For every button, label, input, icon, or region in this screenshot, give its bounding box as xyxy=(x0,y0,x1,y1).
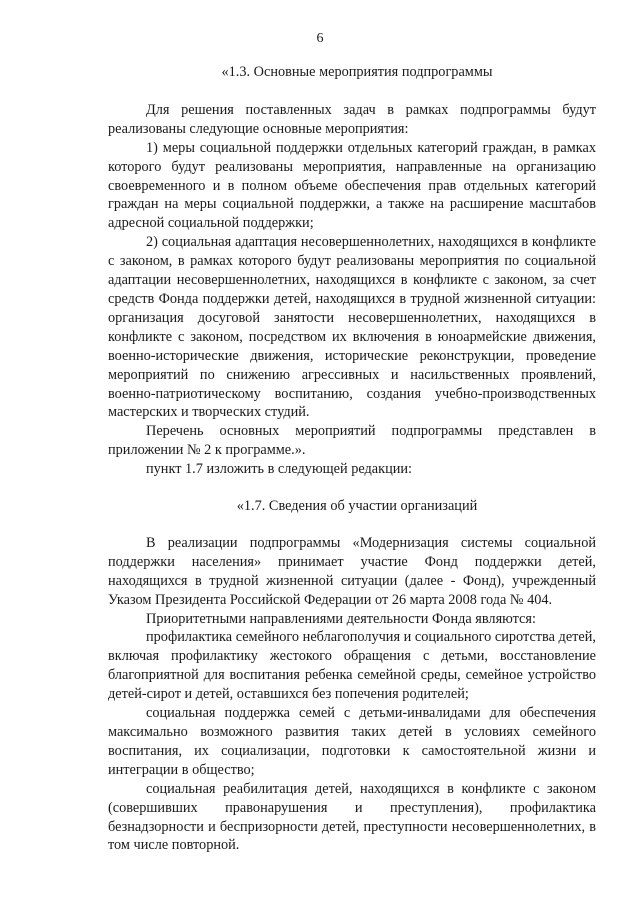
section-heading-1-7: «1.7. Сведения об участии организаций xyxy=(236,498,478,515)
paragraph-fund-participation: В реализации подпрограммы «Модернизация системы социальной поддержки населения» принимает участие Фонд поддержки детей, находящихся в трудной жизненной ситуации (далее - Фонд), учрежденный Указом Президента Российской Федерации от 26 марта 2008 года № 404. xyxy=(108,534,596,608)
paragraph-measure-1: 1) меры социальной поддержки отдельных категорий граждан, в рамках которого будут реализованы мероприятия, направленные на организацию своевременного и в полном объеме обеспечения прав отдельных категорий граждан на меры социальной поддержки, а также на расширение масштабов адресной социальной поддержки; xyxy=(108,139,596,232)
spacer xyxy=(108,516,596,534)
paragraph-amendment-instruction: пункт 1.7 изложить в следующей редакции: xyxy=(146,461,413,478)
paragraph-intro: Для решения поставленных задач в рамках подпрограммы будут реализованы следующие основные мероприятия: xyxy=(108,101,596,137)
spacer xyxy=(108,82,596,101)
paragraph-priorities-intro: Приоритетными направлениями деятельности Фонда являются: xyxy=(146,610,536,627)
page-number: 6 xyxy=(316,31,324,46)
document-body xyxy=(108,63,596,855)
paragraph-priority-1: профилактика семейного неблагополучия и социального сиротства детей, включая профилактику жестокого обращения с детьми, восстановление благоприятной для воспитания ребенка семейной среды, семейное устройство детей-сирот и детей, оставшихся без попечения родителей; xyxy=(108,629,596,703)
paragraph-priority-2: социальная поддержка семей с детьми-инвалидами для обеспечения максимально возможного развития таких детей в условиях семейного воспитания, их социализации, подготовки к самостоятельной жизни и интеграции в общество; xyxy=(108,705,596,778)
paragraph-priority-3: социальная реабилитация детей, находящихся в конфликте с законом (совершивших правонарушения и преступления), профилактика безнадзорности и беспризорности детей, преступности несовершеннолетних, в том числе повторной. xyxy=(108,780,596,854)
spacer xyxy=(108,479,596,497)
section-heading-1-3: «1.3. Основные мероприятия подпрограммы xyxy=(221,64,493,80)
paragraph-measure-2: 2) социальная адаптация несовершеннолетних, находящихся в конфликте с законом, в рамках которого будут реализованы мероприятия по социальной адаптации несовершеннолетних, находящихся в конфликте с законом, за счет средств Фонда поддержки детей, находящихся в трудной жизненной ситуации: организация досуговой занятости несовершеннолетних, находящихся в конфликте с законом, посредством их включения в юноармейские движения, военно-исторические движения, исторические реконструкции, проведение мероприятий по снижению агрессивных и насильственных проявлений, военно-патриотическому воспитанию, создания учебно-производственных мастерских и творческих студий. xyxy=(108,234,596,421)
paragraph-appendix-ref: Перечень основных мероприятий подпрограммы представлен в приложении № 2 к программе.». xyxy=(108,423,596,459)
